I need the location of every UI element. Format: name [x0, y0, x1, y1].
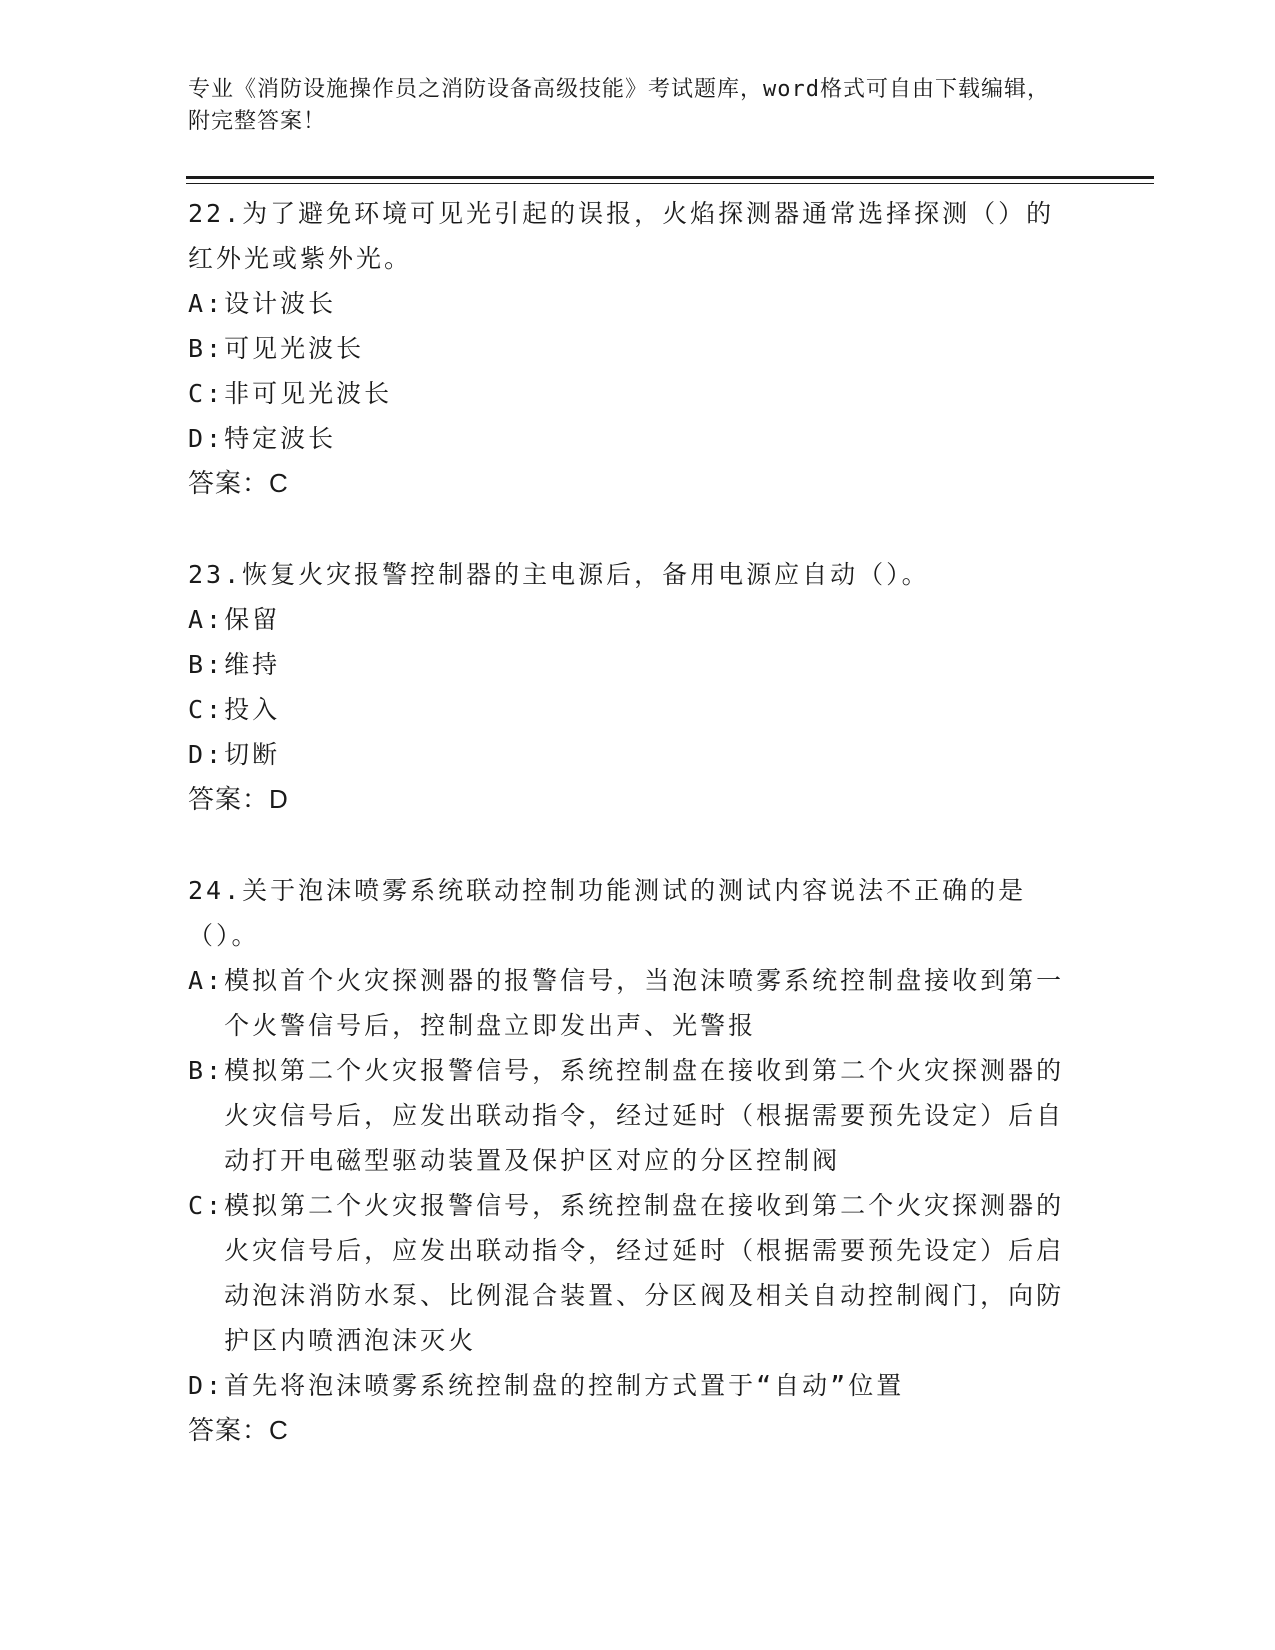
question-24 — [188, 868, 1068, 1453]
question-stem: 为了避免环境可见光引起的误报，火焰探测器通常选择探测（）的红外光或紫外光。 — [188, 199, 1055, 273]
option-letter: D: — [188, 424, 225, 453]
option-c — [188, 687, 1068, 732]
option-text: 模拟首个火灾探测器的报警信号，当泡沫喷雾系统控制盘接收到第一个火警信号后，控制盘立即发出声、光警报 — [224, 966, 1065, 1040]
option-b — [188, 1048, 1068, 1183]
option-letter: A: — [188, 605, 225, 634]
question-list — [188, 191, 1068, 1499]
answer-line — [188, 461, 1068, 506]
answer-value: C — [269, 1415, 289, 1445]
question-text — [188, 191, 1068, 281]
question-text — [188, 552, 1068, 597]
answer-value: C — [269, 468, 289, 498]
option-a — [188, 281, 1068, 326]
option-text: 非可见光波长 — [224, 379, 393, 408]
option-text: 首先将泡沫喷雾系统控制盘的控制方式置于“自动”位置 — [224, 1371, 905, 1400]
option-letter: B: — [188, 650, 225, 679]
option-text: 保留 — [224, 605, 281, 634]
option-d — [188, 1363, 1068, 1408]
question-number: 23. — [188, 560, 243, 589]
option-letter: D: — [188, 1371, 225, 1400]
header-text: 专业《消防设施操作员之消防设备高级技能》考试题库，word格式可自由下载编辑，附完整答案！ — [188, 77, 1050, 134]
option-text: 模拟第二个火灾报警信号，系统控制盘在接收到第二个火灾探测器的火灾信号后，应发出联动指令，经过延时（根据需要预先设定）后启动泡沫消防水泵、比例混合装置、分区阀及相关自动控制阀门，向防护区内喷洒泡沫灭火 — [224, 1191, 1065, 1355]
header-divider-thin — [186, 183, 1154, 184]
option-letter: B: — [188, 334, 225, 363]
question-stem: 恢复火灾报警控制器的主电源后，备用电源应自动（）。 — [242, 560, 930, 589]
option-c — [188, 371, 1068, 416]
option-b — [188, 326, 1068, 371]
option-letter: A: — [188, 966, 225, 995]
option-b — [188, 642, 1068, 687]
answer-label: 答案： — [188, 784, 270, 814]
option-letter: C: — [188, 379, 225, 408]
answer-line — [188, 777, 1068, 822]
option-text: 维持 — [224, 650, 281, 679]
question-text — [188, 868, 1068, 958]
document-header — [188, 74, 1068, 138]
question-22 — [188, 191, 1068, 506]
question-stem: 关于泡沫喷雾系统联动控制功能测试的测试内容说法不正确的是（）。 — [188, 876, 1027, 950]
option-c — [188, 1183, 1068, 1363]
option-letter: D: — [188, 740, 225, 769]
option-text: 模拟第二个火灾报警信号，系统控制盘在接收到第二个火灾探测器的火灾信号后，应发出联动指令，经过延时（根据需要预先设定）后自动打开电磁型驱动装置及保护区对应的分区控制阀 — [224, 1056, 1065, 1175]
option-letter: B: — [188, 1056, 225, 1085]
option-d — [188, 416, 1068, 461]
answer-label: 答案： — [188, 468, 270, 498]
header-divider-thick — [186, 176, 1154, 179]
option-letter: A: — [188, 289, 225, 318]
option-text: 可见光波长 — [224, 334, 365, 363]
option-letter: C: — [188, 1191, 225, 1220]
question-number: 24. — [188, 876, 243, 905]
option-text: 特定波长 — [224, 424, 337, 453]
option-a — [188, 597, 1068, 642]
option-a — [188, 958, 1068, 1048]
answer-value: D — [269, 784, 289, 814]
option-text: 设计波长 — [224, 289, 337, 318]
question-number: 22. — [188, 199, 243, 228]
option-text: 切断 — [224, 740, 281, 769]
option-d — [188, 732, 1068, 777]
answer-line — [188, 1408, 1068, 1453]
option-letter: C: — [188, 695, 225, 724]
option-text: 投入 — [224, 695, 281, 724]
question-23 — [188, 552, 1068, 822]
answer-label: 答案： — [188, 1415, 270, 1445]
